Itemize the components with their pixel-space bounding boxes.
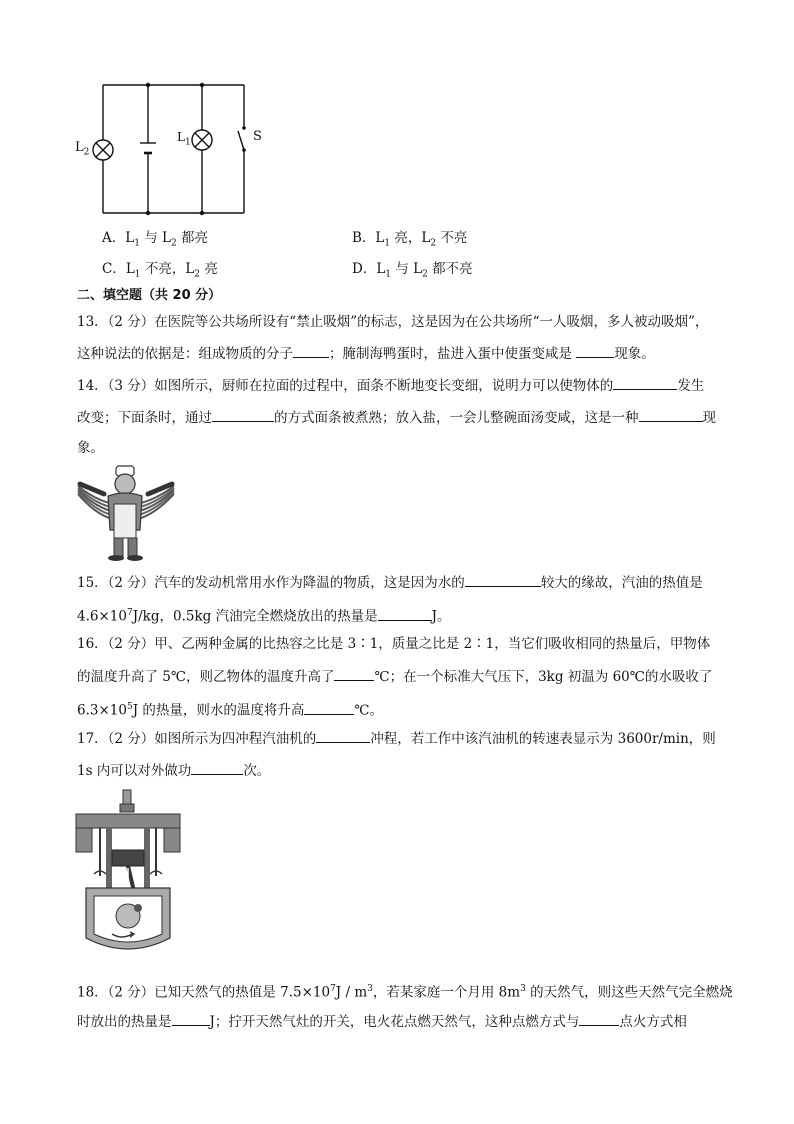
- q16-line1: 16．（2 分）甲、乙两种金属的比热容之比是 3∶1，质量之比是 2∶1，当它们吸收相同的热量后，甲物体: [77, 636, 711, 652]
- q14-line3: 象。: [77, 440, 104, 456]
- q17-line2: 1s 内可以对外做功 次。: [77, 760, 270, 781]
- option-a: A．$L_1$ 与 $L_2$ 都亮: [102, 230, 209, 249]
- q14-blank-1[interactable]: [613, 375, 677, 390]
- q17-blank-2[interactable]: [191, 760, 243, 775]
- q17-blank-1[interactable]: [316, 728, 370, 743]
- option-d: D．$L_1$ 与 $L_2$ 都不亮: [352, 261, 473, 280]
- q15-line2: $4.6\times 10^7J/kg$，0.5kg 汽油完全燃烧放出的热量是 J。: [77, 603, 451, 627]
- q13-blank-1[interactable]: [293, 343, 329, 358]
- label-l1: $L_1$: [177, 130, 191, 148]
- lamp-l2-icon: [93, 140, 113, 160]
- q18-line2: 时放出的热量是 J；拧开天然气灶的开关，电火花点燃天然气，这种点燃方式与 点火方式相: [77, 1011, 687, 1032]
- q16-line2: 的温度升高了 5℃，则乙物体的温度升高了 ℃；在一个标准大气压下，3kg 初温为 60℃的水吸收了: [77, 666, 712, 687]
- q14-line1: 14．（3 分）如图所示，厨师在拉面的过程中，面条不断地变长变细，说明力可以使物体的 发生: [77, 375, 704, 396]
- q18-blank-2[interactable]: [579, 1011, 619, 1026]
- label-l2: $L_2$: [75, 140, 90, 158]
- q16-blank-2[interactable]: [304, 700, 354, 715]
- section-title: 二、填空题（共 20 分）: [77, 288, 222, 303]
- q16-blank-1[interactable]: [334, 666, 374, 681]
- q13-blank-2[interactable]: [576, 343, 614, 358]
- q15-blank-2[interactable]: [378, 606, 432, 621]
- lamp-l1-icon: [192, 130, 212, 150]
- q14-blank-3[interactable]: [639, 407, 703, 422]
- q15-blank-1[interactable]: [465, 572, 541, 587]
- q17-line1: 17．（2 分）如图所示为四冲程汽油机的 冲程，若工作中该汽油机的转速表显示为 3600r/min，则: [77, 728, 716, 749]
- option-c: C．$L_1$ 不亮，$L_2$ 亮: [102, 261, 218, 280]
- switch-icon: [238, 126, 246, 152]
- q18-line1: 18．（2 分）已知天然气的热值是 $7.5\times 10^7J / m^3$，若某家庭一个月用 $8m^3$ 的天然气，则这些天然气完全燃烧: [77, 984, 733, 1001]
- q13-line1: 13．（2 分）在医院等公共场所设有“禁止吸烟”的标志，这是因为在公共场所“一人吸烟，多人被动吸烟”，: [77, 314, 709, 330]
- q18-blank-1[interactable]: [172, 1011, 210, 1026]
- q14-blank-2[interactable]: [212, 407, 274, 422]
- q15-line1: 15．（2 分）汽车的发动机常用水作为降温的物质，这是因为水的 较大的缘故，汽油的热值是: [77, 572, 703, 593]
- label-s: S: [253, 129, 262, 144]
- q14-line2: 改变；下面条时，通过 的方式面条被煮熟；放入盐，一会儿整碗面汤变咸，这是一种 现: [77, 407, 716, 428]
- circuit-diagram: [70, 78, 270, 220]
- battery-icon: [140, 143, 156, 153]
- engine-cylinder-illustration: [72, 788, 184, 958]
- option-b: B．$L_1$ 亮，$L_2$ 不亮: [352, 230, 468, 249]
- noodle-chef-illustration: [74, 464, 186, 562]
- junction-dots: [146, 83, 204, 215]
- q13-line2: 这种说法的依据是：组成物质的分子 ；腌制海鸭蛋时，盐进入蛋中使蛋变咸是 现象。: [77, 343, 655, 364]
- q16-line3: $6.3\times 10^5J$ 的热量，则水的温度将升高 ℃。: [77, 697, 383, 721]
